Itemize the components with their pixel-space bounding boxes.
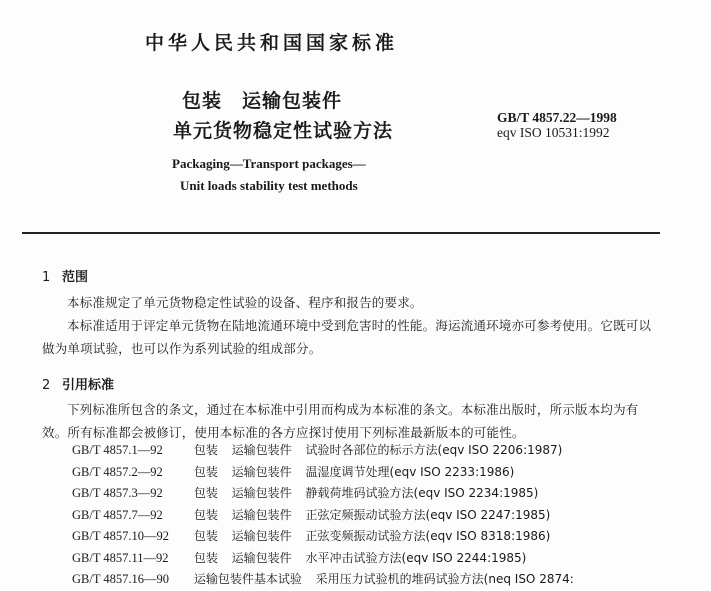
reference-part: 包装 [193, 443, 218, 457]
reference-std-number: GB/T 4857.7—92 [72, 507, 163, 522]
reference-part: 包装 [193, 486, 218, 500]
reference-item [72, 483, 574, 505]
paragraph-references [42, 398, 662, 444]
reference-std-number: GB/T 4857.1—92 [72, 443, 163, 457]
reference-part: 包装 [193, 507, 218, 522]
reference-part: 包装 [193, 529, 218, 543]
reference-list [72, 440, 574, 591]
reference-item [72, 505, 574, 527]
section-number: 1 [42, 270, 51, 285]
reference-part: 运输包装件 [231, 464, 292, 479]
reference-part: 静载荷堆码试验方法(eqv ISO 2234:1985) [305, 486, 539, 500]
section-heading-scope [42, 266, 88, 285]
title-cn-line2: 单元货物稳定性试验方法 [173, 120, 394, 142]
reference-std-number: GB/T 4857.16—90 [72, 572, 169, 586]
reference-part: 包装 [193, 464, 218, 479]
reference-part: 温湿度调节处理(eqv ISO 2233:1986) [305, 464, 515, 479]
reference-part: 运输包装件 [231, 529, 292, 543]
reference-part: 正弦定频振动试验方法(eqv ISO 2247:1985) [305, 507, 551, 522]
title-cn-line1 [182, 86, 342, 113]
reference-part: 正弦变频振动试验方法(eqv ISO 8318:1986) [305, 529, 551, 543]
national-standard-heading: 中华人民共和国国家标准 [145, 32, 399, 54]
reference-std-number: GB/T 4857.2—92 [72, 464, 163, 479]
section-number: 2 [42, 378, 51, 393]
section-title: 范围 [62, 270, 89, 285]
reference-std-number: GB/T 4857.10—92 [72, 529, 169, 543]
reference-item [72, 548, 574, 570]
reference-part: 运输包装件 [231, 486, 292, 500]
title-en [172, 153, 366, 197]
reference-part: 运输包装件 [231, 443, 292, 457]
reference-part: 试验时各部位的标示方法(eqv ISO 2206:1987) [305, 443, 563, 457]
reference-part: 运输包装件 [231, 507, 292, 522]
standard-code-block [497, 110, 617, 140]
reference-item [72, 526, 574, 548]
reference-item [72, 440, 574, 462]
reference-item [72, 569, 574, 591]
reference-item [72, 462, 574, 484]
paragraph-text: 本标准规定了单元货物稳定性试验的设备、程序和报告的要求。 [67, 295, 423, 310]
reference-part: 包装 [193, 550, 218, 565]
standard-number: GB/T 4857.22—1998 [497, 110, 617, 125]
reference-std-number: GB/T 4857.3—92 [72, 486, 163, 500]
section-heading-references [42, 374, 114, 393]
standard-equivalence: eqv ISO 10531:1992 [497, 125, 610, 140]
title-cn-part1: 包装 [182, 90, 223, 112]
paragraph-text: 本标准适用于评定单元货物在陆地流通环境中受到危害时的性能。海运流通环境亦可参考使用。它既可以做为单项试验，也可以作为系列试验的组成部分。 [42, 318, 652, 356]
title-cn-part2: 运输包装件 [242, 90, 343, 112]
header-divider [22, 232, 660, 234]
paragraph-scope-2 [42, 314, 662, 360]
reference-part: 采用压力试验机的堆码试验方法(neq ISO 2874: [315, 572, 574, 586]
title-en-line1: Packaging—Transport packages— [172, 156, 366, 171]
paragraph-scope-1 [42, 291, 662, 314]
title-en-line2: Unit loads stability test methods [180, 178, 358, 193]
reference-part: 水平冲击试验方法(eqv ISO 2244:1985) [305, 550, 527, 565]
section-title: 引用标准 [62, 378, 115, 393]
reference-std-number: GB/T 4857.11—92 [72, 550, 169, 565]
reference-part: 运输包装件基本试验 [193, 572, 302, 586]
paragraph-text: 下列标准所包含的条文，通过在本标准中引用而构成为本标准的条文。本标准出版时，所示版本均为有效。所有标准都会被修订，使用本标准的各方应探讨使用下列标准最新版本的可能性。 [42, 402, 639, 440]
reference-part: 运输包装件 [231, 550, 292, 565]
